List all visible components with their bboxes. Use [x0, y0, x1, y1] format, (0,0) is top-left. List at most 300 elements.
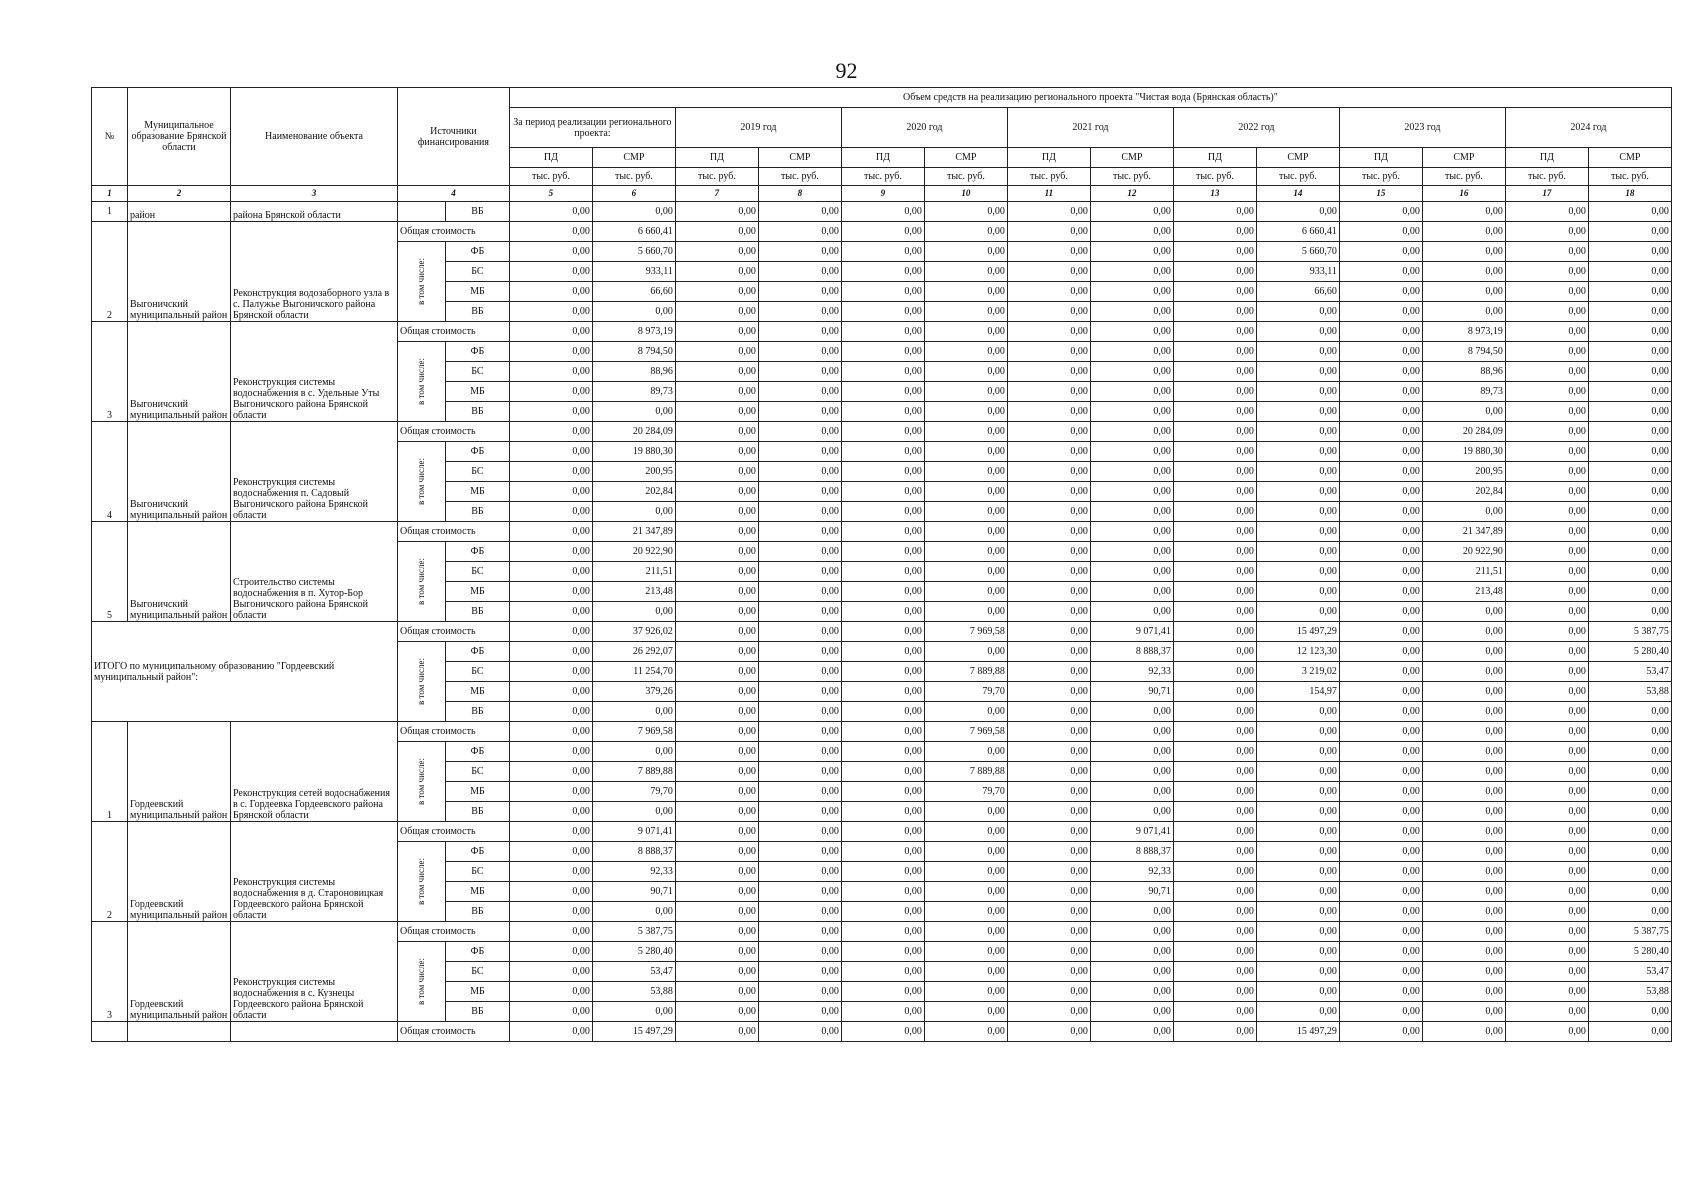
value-cell: 0,00 [1007, 482, 1090, 502]
value-cell: 0,00 [1173, 602, 1256, 622]
value-cell: 0,00 [509, 862, 592, 882]
value-cell: 0,00 [841, 422, 924, 442]
header-smr: СМР [1256, 148, 1339, 168]
value-cell: 5 280,40 [1588, 642, 1671, 662]
value-cell: 0,00 [509, 1022, 592, 1042]
value-cell: 0,00 [675, 1022, 758, 1042]
value-cell: 0,00 [1090, 702, 1173, 722]
value-cell: 0,00 [1339, 262, 1422, 282]
header-smr: СМР [592, 148, 675, 168]
value-cell: 0,00 [1256, 722, 1339, 742]
value-cell: 0,00 [924, 802, 1007, 822]
value-cell: 6 660,41 [592, 222, 675, 242]
value-cell: 0,00 [1256, 322, 1339, 342]
in-total-label [398, 542, 446, 622]
value-cell: 0,00 [1505, 282, 1588, 302]
value-cell: 379,26 [592, 682, 675, 702]
value-cell: 53,47 [1588, 662, 1671, 682]
value-cell: 0,00 [509, 902, 592, 922]
value-cell: 0,00 [675, 762, 758, 782]
value-cell: 0,00 [1339, 982, 1422, 1002]
value-cell: 0,00 [841, 782, 924, 802]
value-cell: 0,00 [841, 1022, 924, 1042]
value-cell: 0,00 [1588, 242, 1671, 262]
value-cell: 0,00 [1256, 422, 1339, 442]
value-cell: 0,00 [1090, 402, 1173, 422]
total-cost-label: Общая стоимость [398, 322, 510, 342]
column-number: 5 [509, 186, 592, 202]
value-cell: 0,00 [1422, 882, 1505, 902]
value-cell: 0,00 [1007, 662, 1090, 682]
value-cell: 7 969,58 [592, 722, 675, 742]
value-cell: 0,00 [1256, 542, 1339, 562]
value-cell: 5 387,75 [592, 922, 675, 942]
value-cell: 0,00 [1256, 202, 1339, 222]
value-cell: 0,00 [924, 542, 1007, 562]
value-cell: 0,00 [1505, 422, 1588, 442]
value-cell: 0,00 [924, 602, 1007, 622]
value-cell: 0,00 [675, 562, 758, 582]
value-cell: 0,00 [758, 982, 841, 1002]
value-cell: 0,00 [1173, 522, 1256, 542]
value-cell: 0,00 [1007, 742, 1090, 762]
source-cell: БС [445, 462, 509, 482]
value-cell: 0,00 [1090, 922, 1173, 942]
value-cell: 0,00 [1588, 802, 1671, 822]
header-object-name: Наименование объекта [231, 88, 398, 186]
value-cell: 0,00 [1007, 342, 1090, 362]
value-cell: 0,00 [1339, 962, 1422, 982]
header-unit: тыс. руб. [509, 168, 592, 186]
value-cell: 0,00 [1588, 562, 1671, 582]
value-cell: 0,00 [1173, 882, 1256, 902]
value-cell: 0,00 [509, 382, 592, 402]
header-pd: ПД [1339, 148, 1422, 168]
value-cell: 0,00 [675, 742, 758, 762]
value-cell: 0,00 [1505, 722, 1588, 742]
municipality-cell [128, 1022, 231, 1042]
header-period: 2024 год [1505, 108, 1671, 148]
value-cell: 0,00 [924, 242, 1007, 262]
value-cell: 0,00 [1173, 382, 1256, 402]
value-cell: 0,00 [1339, 762, 1422, 782]
value-cell: 0,00 [758, 822, 841, 842]
value-cell: 0,00 [924, 442, 1007, 462]
value-cell: 0,00 [1090, 482, 1173, 502]
value-cell: 0,00 [1090, 802, 1173, 822]
value-cell: 0,00 [1588, 542, 1671, 562]
total-cost-label: Общая стоимость [398, 222, 510, 242]
row-number: 2 [92, 222, 128, 322]
value-cell: 0,00 [1339, 622, 1422, 642]
value-cell: 0,00 [1090, 502, 1173, 522]
table-row [92, 222, 1672, 242]
row-number: 2 [92, 822, 128, 922]
value-cell: 0,00 [509, 682, 592, 702]
value-cell: 5 280,40 [1588, 942, 1671, 962]
row-number: 1 [92, 202, 128, 222]
value-cell: 0,00 [758, 282, 841, 302]
value-cell: 19 880,30 [592, 442, 675, 462]
value-cell: 0,00 [675, 442, 758, 462]
value-cell: 0,00 [924, 322, 1007, 342]
value-cell: 0,00 [1505, 982, 1588, 1002]
in-total-text: в том числе: [415, 558, 426, 605]
value-cell: 0,00 [1339, 682, 1422, 702]
value-cell: 0,00 [841, 402, 924, 422]
value-cell: 0,00 [675, 242, 758, 262]
value-cell: 0,00 [924, 302, 1007, 322]
value-cell: 0,00 [841, 882, 924, 902]
value-cell: 933,11 [1256, 262, 1339, 282]
value-cell: 0,00 [509, 562, 592, 582]
value-cell: 0,00 [1007, 302, 1090, 322]
source-cell: МБ [445, 582, 509, 602]
value-cell: 9 071,41 [1090, 622, 1173, 642]
municipality-cell: Выгоничский муниципальный район [128, 522, 231, 622]
value-cell: 0,00 [1256, 702, 1339, 722]
header-smr: СМР [1422, 148, 1505, 168]
value-cell: 0,00 [1173, 942, 1256, 962]
in-total-text: в том числе: [415, 458, 426, 505]
municipality-cell: район [128, 202, 231, 222]
source-cell: МБ [445, 682, 509, 702]
header-unit: тыс. руб. [758, 168, 841, 186]
value-cell: 0,00 [675, 902, 758, 922]
value-cell: 0,00 [1339, 882, 1422, 902]
value-cell: 0,00 [1256, 762, 1339, 782]
value-cell: 0,00 [1007, 322, 1090, 342]
value-cell: 0,00 [1007, 902, 1090, 922]
value-cell: 0,00 [509, 942, 592, 962]
value-cell: 0,00 [758, 682, 841, 702]
in-total-text: в том числе: [415, 858, 426, 905]
column-number: 8 [758, 186, 841, 202]
value-cell: 0,00 [1173, 622, 1256, 642]
value-cell: 0,00 [1090, 962, 1173, 982]
value-cell: 0,00 [1173, 782, 1256, 802]
value-cell: 0,00 [675, 1002, 758, 1022]
value-cell: 0,00 [592, 902, 675, 922]
value-cell: 0,00 [924, 902, 1007, 922]
value-cell: 0,00 [1256, 342, 1339, 362]
value-cell: 0,00 [592, 502, 675, 522]
value-cell: 0,00 [758, 942, 841, 962]
value-cell: 0,00 [841, 962, 924, 982]
value-cell: 0,00 [509, 322, 592, 342]
value-cell: 88,96 [1422, 362, 1505, 382]
column-number: 11 [1007, 186, 1090, 202]
value-cell: 0,00 [509, 782, 592, 802]
value-cell: 0,00 [1505, 1002, 1588, 1022]
object-cell: Реконструкция сетей водоснабжения в с. Гордеевка Гордеевского района Брянской области [231, 722, 398, 822]
value-cell: 0,00 [1173, 502, 1256, 522]
value-cell: 0,00 [1173, 1002, 1256, 1022]
value-cell: 15 497,29 [1256, 622, 1339, 642]
source-cell: БС [445, 962, 509, 982]
value-cell: 6 660,41 [1256, 222, 1339, 242]
value-cell: 0,00 [1173, 642, 1256, 662]
value-cell: 0,00 [841, 202, 924, 222]
value-cell: 0,00 [1505, 622, 1588, 642]
row-number: 5 [92, 522, 128, 622]
value-cell: 0,00 [675, 882, 758, 902]
value-cell: 5 660,70 [1256, 242, 1339, 262]
value-cell: 0,00 [1505, 882, 1588, 902]
object-cell: Реконструкция водозаборного узла в с. Палужье Выгоничского района Брянской области [231, 222, 398, 322]
source-cell: ВБ [445, 602, 509, 622]
value-cell: 8 973,19 [592, 322, 675, 342]
value-cell: 0,00 [1256, 942, 1339, 962]
value-cell: 0,00 [675, 362, 758, 382]
value-cell: 0,00 [1588, 322, 1671, 342]
value-cell: 0,00 [1422, 842, 1505, 862]
value-cell: 0,00 [841, 802, 924, 822]
value-cell: 0,00 [1588, 1002, 1671, 1022]
value-cell: 0,00 [1173, 362, 1256, 382]
table-row [92, 422, 1672, 442]
object-cell: Реконструкция системы водоснабжения в с. Кузнецы Гордеевского района Брянской области [231, 922, 398, 1022]
value-cell: 0,00 [1588, 582, 1671, 602]
value-cell: 0,00 [509, 802, 592, 822]
value-cell: 0,00 [758, 502, 841, 522]
value-cell: 0,00 [841, 942, 924, 962]
value-cell: 0,00 [1588, 462, 1671, 482]
value-cell: 0,00 [1505, 322, 1588, 342]
value-cell: 0,00 [1422, 922, 1505, 942]
value-cell: 20 284,09 [592, 422, 675, 442]
value-cell: 53,88 [1588, 682, 1671, 702]
value-cell: 0,00 [841, 702, 924, 722]
value-cell: 0,00 [509, 482, 592, 502]
value-cell: 0,00 [1173, 302, 1256, 322]
source-cell: ВБ [445, 202, 509, 222]
value-cell: 0,00 [758, 262, 841, 282]
value-cell: 211,51 [1422, 562, 1505, 582]
value-cell: 0,00 [592, 742, 675, 762]
value-cell: 0,00 [841, 1002, 924, 1022]
value-cell: 0,00 [1339, 402, 1422, 422]
value-cell: 90,71 [1090, 882, 1173, 902]
value-cell: 0,00 [1588, 302, 1671, 322]
column-number: 12 [1090, 186, 1173, 202]
value-cell: 0,00 [1422, 642, 1505, 662]
value-cell: 0,00 [1090, 582, 1173, 602]
municipality-cell: Гордеевский муниципальный район [128, 822, 231, 922]
value-cell: 0,00 [924, 522, 1007, 542]
value-cell: 0,00 [841, 902, 924, 922]
value-cell: 0,00 [675, 522, 758, 542]
value-cell: 0,00 [592, 1002, 675, 1022]
value-cell: 8 888,37 [592, 842, 675, 862]
municipality-cell: Выгоничский муниципальный район [128, 422, 231, 522]
in-total-label [398, 442, 446, 522]
value-cell: 89,73 [592, 382, 675, 402]
value-cell: 0,00 [1173, 702, 1256, 722]
value-cell: 0,00 [924, 502, 1007, 522]
value-cell: 89,73 [1422, 382, 1505, 402]
value-cell: 0,00 [841, 502, 924, 522]
value-cell: 8 794,50 [1422, 342, 1505, 362]
value-cell: 0,00 [1090, 782, 1173, 802]
value-cell: 0,00 [841, 722, 924, 742]
header-unit: тыс. руб. [675, 168, 758, 186]
value-cell: 0,00 [1422, 282, 1505, 302]
value-cell: 0,00 [1588, 222, 1671, 242]
value-cell: 0,00 [1505, 582, 1588, 602]
value-cell: 0,00 [1422, 942, 1505, 962]
value-cell: 0,00 [1588, 362, 1671, 382]
in-total-text: в том числе: [415, 258, 426, 305]
value-cell: 0,00 [1505, 742, 1588, 762]
value-cell: 0,00 [1422, 502, 1505, 522]
value-cell: 0,00 [841, 442, 924, 462]
header-unit: тыс. руб. [1090, 168, 1173, 186]
value-cell: 8 973,19 [1422, 322, 1505, 342]
value-cell: 0,00 [1339, 562, 1422, 582]
value-cell: 0,00 [1173, 762, 1256, 782]
value-cell: 0,00 [924, 1002, 1007, 1022]
value-cell: 0,00 [1007, 682, 1090, 702]
in-total-label [398, 642, 446, 722]
value-cell: 200,95 [592, 462, 675, 482]
value-cell: 0,00 [1007, 622, 1090, 642]
in-total-label [398, 202, 446, 222]
value-cell: 0,00 [1007, 242, 1090, 262]
header-pd: ПД [841, 148, 924, 168]
value-cell: 0,00 [1007, 382, 1090, 402]
value-cell: 154,97 [1256, 682, 1339, 702]
value-cell: 0,00 [758, 882, 841, 902]
header-no: № [92, 88, 128, 186]
value-cell: 0,00 [1173, 462, 1256, 482]
value-cell: 211,51 [592, 562, 675, 582]
value-cell: 0,00 [1339, 422, 1422, 442]
value-cell: 0,00 [924, 982, 1007, 1002]
value-cell: 9 071,41 [1090, 822, 1173, 842]
value-cell: 0,00 [675, 542, 758, 562]
column-number: 9 [841, 186, 924, 202]
value-cell: 0,00 [1339, 302, 1422, 322]
value-cell: 19 880,30 [1422, 442, 1505, 462]
value-cell: 0,00 [1256, 442, 1339, 462]
value-cell: 0,00 [758, 622, 841, 642]
value-cell: 0,00 [924, 882, 1007, 902]
value-cell: 53,47 [1588, 962, 1671, 982]
value-cell: 0,00 [1339, 722, 1422, 742]
value-cell: 0,00 [841, 622, 924, 642]
value-cell: 0,00 [841, 482, 924, 502]
value-cell: 0,00 [675, 462, 758, 482]
header-smr: СМР [1588, 148, 1671, 168]
funding-table [91, 87, 1672, 1042]
value-cell: 0,00 [758, 382, 841, 402]
header-unit: тыс. руб. [1588, 168, 1671, 186]
value-cell: 0,00 [758, 702, 841, 722]
municipality-cell: Гордеевский муниципальный район [128, 722, 231, 822]
source-cell: ФБ [445, 442, 509, 462]
value-cell: 0,00 [675, 842, 758, 862]
value-cell: 0,00 [1505, 222, 1588, 242]
value-cell: 0,00 [1339, 782, 1422, 802]
value-cell: 8 888,37 [1090, 642, 1173, 662]
value-cell: 0,00 [675, 262, 758, 282]
value-cell: 20 284,09 [1422, 422, 1505, 442]
value-cell: 0,00 [841, 242, 924, 262]
value-cell: 0,00 [1588, 202, 1671, 222]
value-cell: 0,00 [1090, 342, 1173, 362]
value-cell: 0,00 [509, 202, 592, 222]
value-cell: 0,00 [675, 322, 758, 342]
source-cell: ВБ [445, 902, 509, 922]
value-cell: 0,00 [1173, 262, 1256, 282]
value-cell: 0,00 [592, 602, 675, 622]
value-cell: 0,00 [1588, 742, 1671, 762]
value-cell: 0,00 [1505, 682, 1588, 702]
value-cell: 0,00 [841, 602, 924, 622]
value-cell: 0,00 [758, 422, 841, 442]
value-cell: 0,00 [1588, 442, 1671, 462]
header-unit: тыс. руб. [1422, 168, 1505, 186]
value-cell: 0,00 [675, 962, 758, 982]
value-cell: 0,00 [1173, 482, 1256, 502]
value-cell: 0,00 [1007, 922, 1090, 942]
value-cell: 0,00 [1090, 242, 1173, 262]
value-cell: 0,00 [841, 762, 924, 782]
value-cell: 0,00 [758, 362, 841, 382]
value-cell: 0,00 [758, 602, 841, 622]
value-cell: 0,00 [1256, 522, 1339, 542]
value-cell: 0,00 [1090, 762, 1173, 782]
value-cell: 0,00 [841, 842, 924, 862]
column-number: 17 [1505, 186, 1588, 202]
header-period: 2020 год [841, 108, 1007, 148]
value-cell: 0,00 [841, 642, 924, 662]
value-cell: 0,00 [1256, 582, 1339, 602]
value-cell: 0,00 [1505, 842, 1588, 862]
value-cell: 0,00 [1173, 322, 1256, 342]
source-cell: ФБ [445, 842, 509, 862]
column-number: 10 [924, 186, 1007, 202]
header-unit: тыс. руб. [1173, 168, 1256, 186]
value-cell: 0,00 [841, 562, 924, 582]
value-cell: 0,00 [509, 822, 592, 842]
header-unit: тыс. руб. [1505, 168, 1588, 186]
value-cell: 0,00 [1422, 822, 1505, 842]
total-cost-label: Общая стоимость [398, 622, 510, 642]
value-cell: 0,00 [758, 1022, 841, 1042]
value-cell: 200,95 [1422, 462, 1505, 482]
source-cell: БС [445, 862, 509, 882]
value-cell: 0,00 [924, 202, 1007, 222]
value-cell: 0,00 [1173, 962, 1256, 982]
value-cell: 0,00 [1422, 682, 1505, 702]
value-cell: 0,00 [1090, 982, 1173, 1002]
value-cell: 0,00 [1007, 422, 1090, 442]
value-cell: 0,00 [1588, 502, 1671, 522]
value-cell: 202,84 [592, 482, 675, 502]
value-cell: 0,00 [758, 342, 841, 362]
value-cell: 0,00 [924, 342, 1007, 362]
value-cell: 0,00 [1422, 982, 1505, 1002]
column-number: 7 [675, 186, 758, 202]
value-cell: 66,60 [1256, 282, 1339, 302]
value-cell: 0,00 [1422, 1002, 1505, 1022]
value-cell: 0,00 [1256, 862, 1339, 882]
value-cell: 0,00 [1090, 442, 1173, 462]
header-pd: ПД [1173, 148, 1256, 168]
source-cell: ВБ [445, 1002, 509, 1022]
